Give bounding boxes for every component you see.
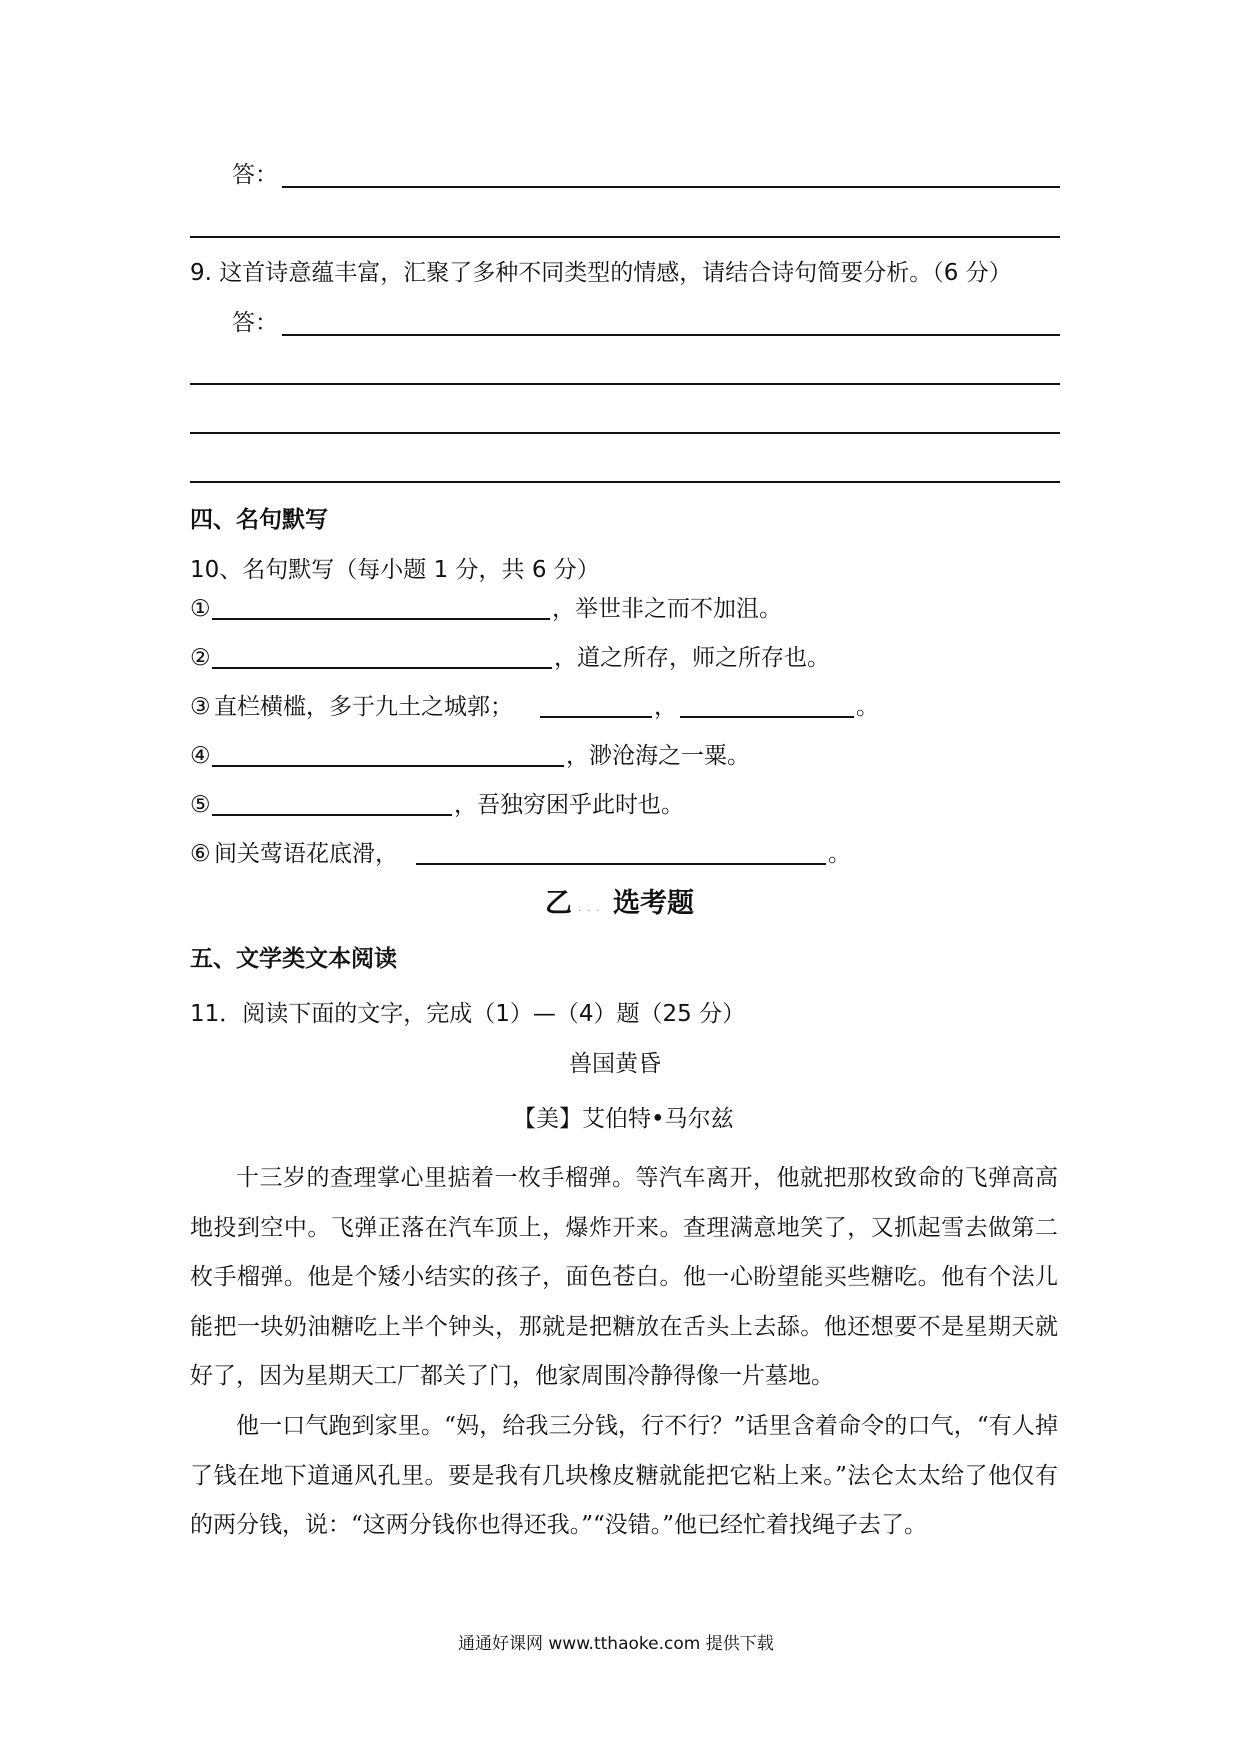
item-5-text: ，吾独穷困乎此时也。 — [454, 792, 684, 818]
item-2-text: ，道之所存，师之所存也。 — [554, 645, 830, 671]
story-author: 【美】艾伯特•马尔兹 — [513, 1106, 734, 1132]
item-2-number: ② — [190, 645, 211, 671]
part-yi-title: 选考题 — [613, 888, 694, 919]
footer-text: 通通好课网 www.tthaoke.com 提供下载 — [458, 1634, 774, 1654]
item-6-lead: 间关莺语花底滑， — [214, 841, 398, 867]
q8-answer-label: 答： — [232, 162, 278, 188]
item-1-text: ，举世非之而不加沮。 — [552, 596, 782, 622]
item-6-number: ⑥ — [190, 841, 211, 867]
q11-prompt: 11．阅读下面的文字，完成（1）—（4）题（25 分） — [190, 1001, 746, 1027]
q9-answer-line-4[interactable] — [190, 481, 1060, 483]
item-4-number: ④ — [190, 743, 211, 769]
item-4-text: ，渺沧海之一粟。 — [566, 743, 750, 769]
q10-prompt: 10、名句默写（每小题 1 分，共 6 分） — [190, 557, 600, 583]
item-2-blank[interactable] — [212, 667, 552, 669]
dotted-separator: ··· — [578, 906, 606, 917]
item-1-number: ① — [190, 596, 211, 622]
story-paragraph-1: 十三岁的查理掌心里掂着一枚手榴弹。等汽车离开，他就把那枚致命的飞弹高高地投到空中。飞弹正落在汽车顶上，爆炸开来。查理满意地笑了，又抓起雪去做第二枚手榴弹。他是个矮小结实的孩子，面色苍白。他一心盼望能买些糖吃。他有个法儿能把一块奶油糖吃上半个钟头，那就是把糖放在舌头上去舔。他还想要不是星期天就好了，因为星期天工厂都关了门，他家周围冷静得像一片墓地。 — [190, 1165, 1058, 1389]
part-yi-label: 乙 — [545, 888, 572, 919]
item-3-blank-1[interactable] — [540, 716, 652, 718]
q9-answer-line-3[interactable] — [190, 432, 1060, 434]
q9-answer-label: 答： — [232, 310, 278, 336]
q9-prompt: 9. 这首诗意蕴丰富，汇聚了多种不同类型的情感，请结合诗句简要分析。（6 分） — [190, 260, 1012, 286]
section5-heading: 五、文学类文本阅读 — [190, 946, 397, 972]
q9-answer-line-1[interactable] — [282, 334, 1060, 336]
item-3-number: ③ — [190, 694, 211, 720]
q8-answer-line-1[interactable] — [282, 186, 1060, 188]
story-paragraph-2: 他一口气跑到家里。“妈，给我三分钱，行不行？”话里含着命令的口气，“有人掉了钱在地下道通风孔里。要是我有几块橡皮糖就能把它粘上来。”法仑太太给了他仅有的两分钱，说：“这两分钱你也得还我。”“没错。”他已经忙着找绳子去了。 — [190, 1413, 1058, 1538]
section4-heading: 四、名句默写 — [190, 507, 328, 533]
item-5-blank[interactable] — [212, 814, 452, 816]
item-5-number: ⑤ — [190, 792, 211, 818]
item-1-blank[interactable] — [212, 618, 550, 620]
item-6-end: 。 — [828, 841, 851, 867]
item-3-lead: 直栏横槛，多于九土之城郭； — [214, 694, 513, 720]
item-3-end: 。 — [856, 694, 879, 720]
story-title: 兽国黄昏 — [569, 1051, 661, 1077]
item-3-blank-2[interactable] — [680, 716, 854, 718]
item-4-blank[interactable] — [212, 765, 564, 767]
item-3-separator: ， — [654, 694, 677, 720]
item-6-blank[interactable] — [416, 863, 826, 865]
q9-answer-line-2[interactable] — [190, 383, 1060, 385]
q8-answer-line-2[interactable] — [190, 236, 1060, 238]
